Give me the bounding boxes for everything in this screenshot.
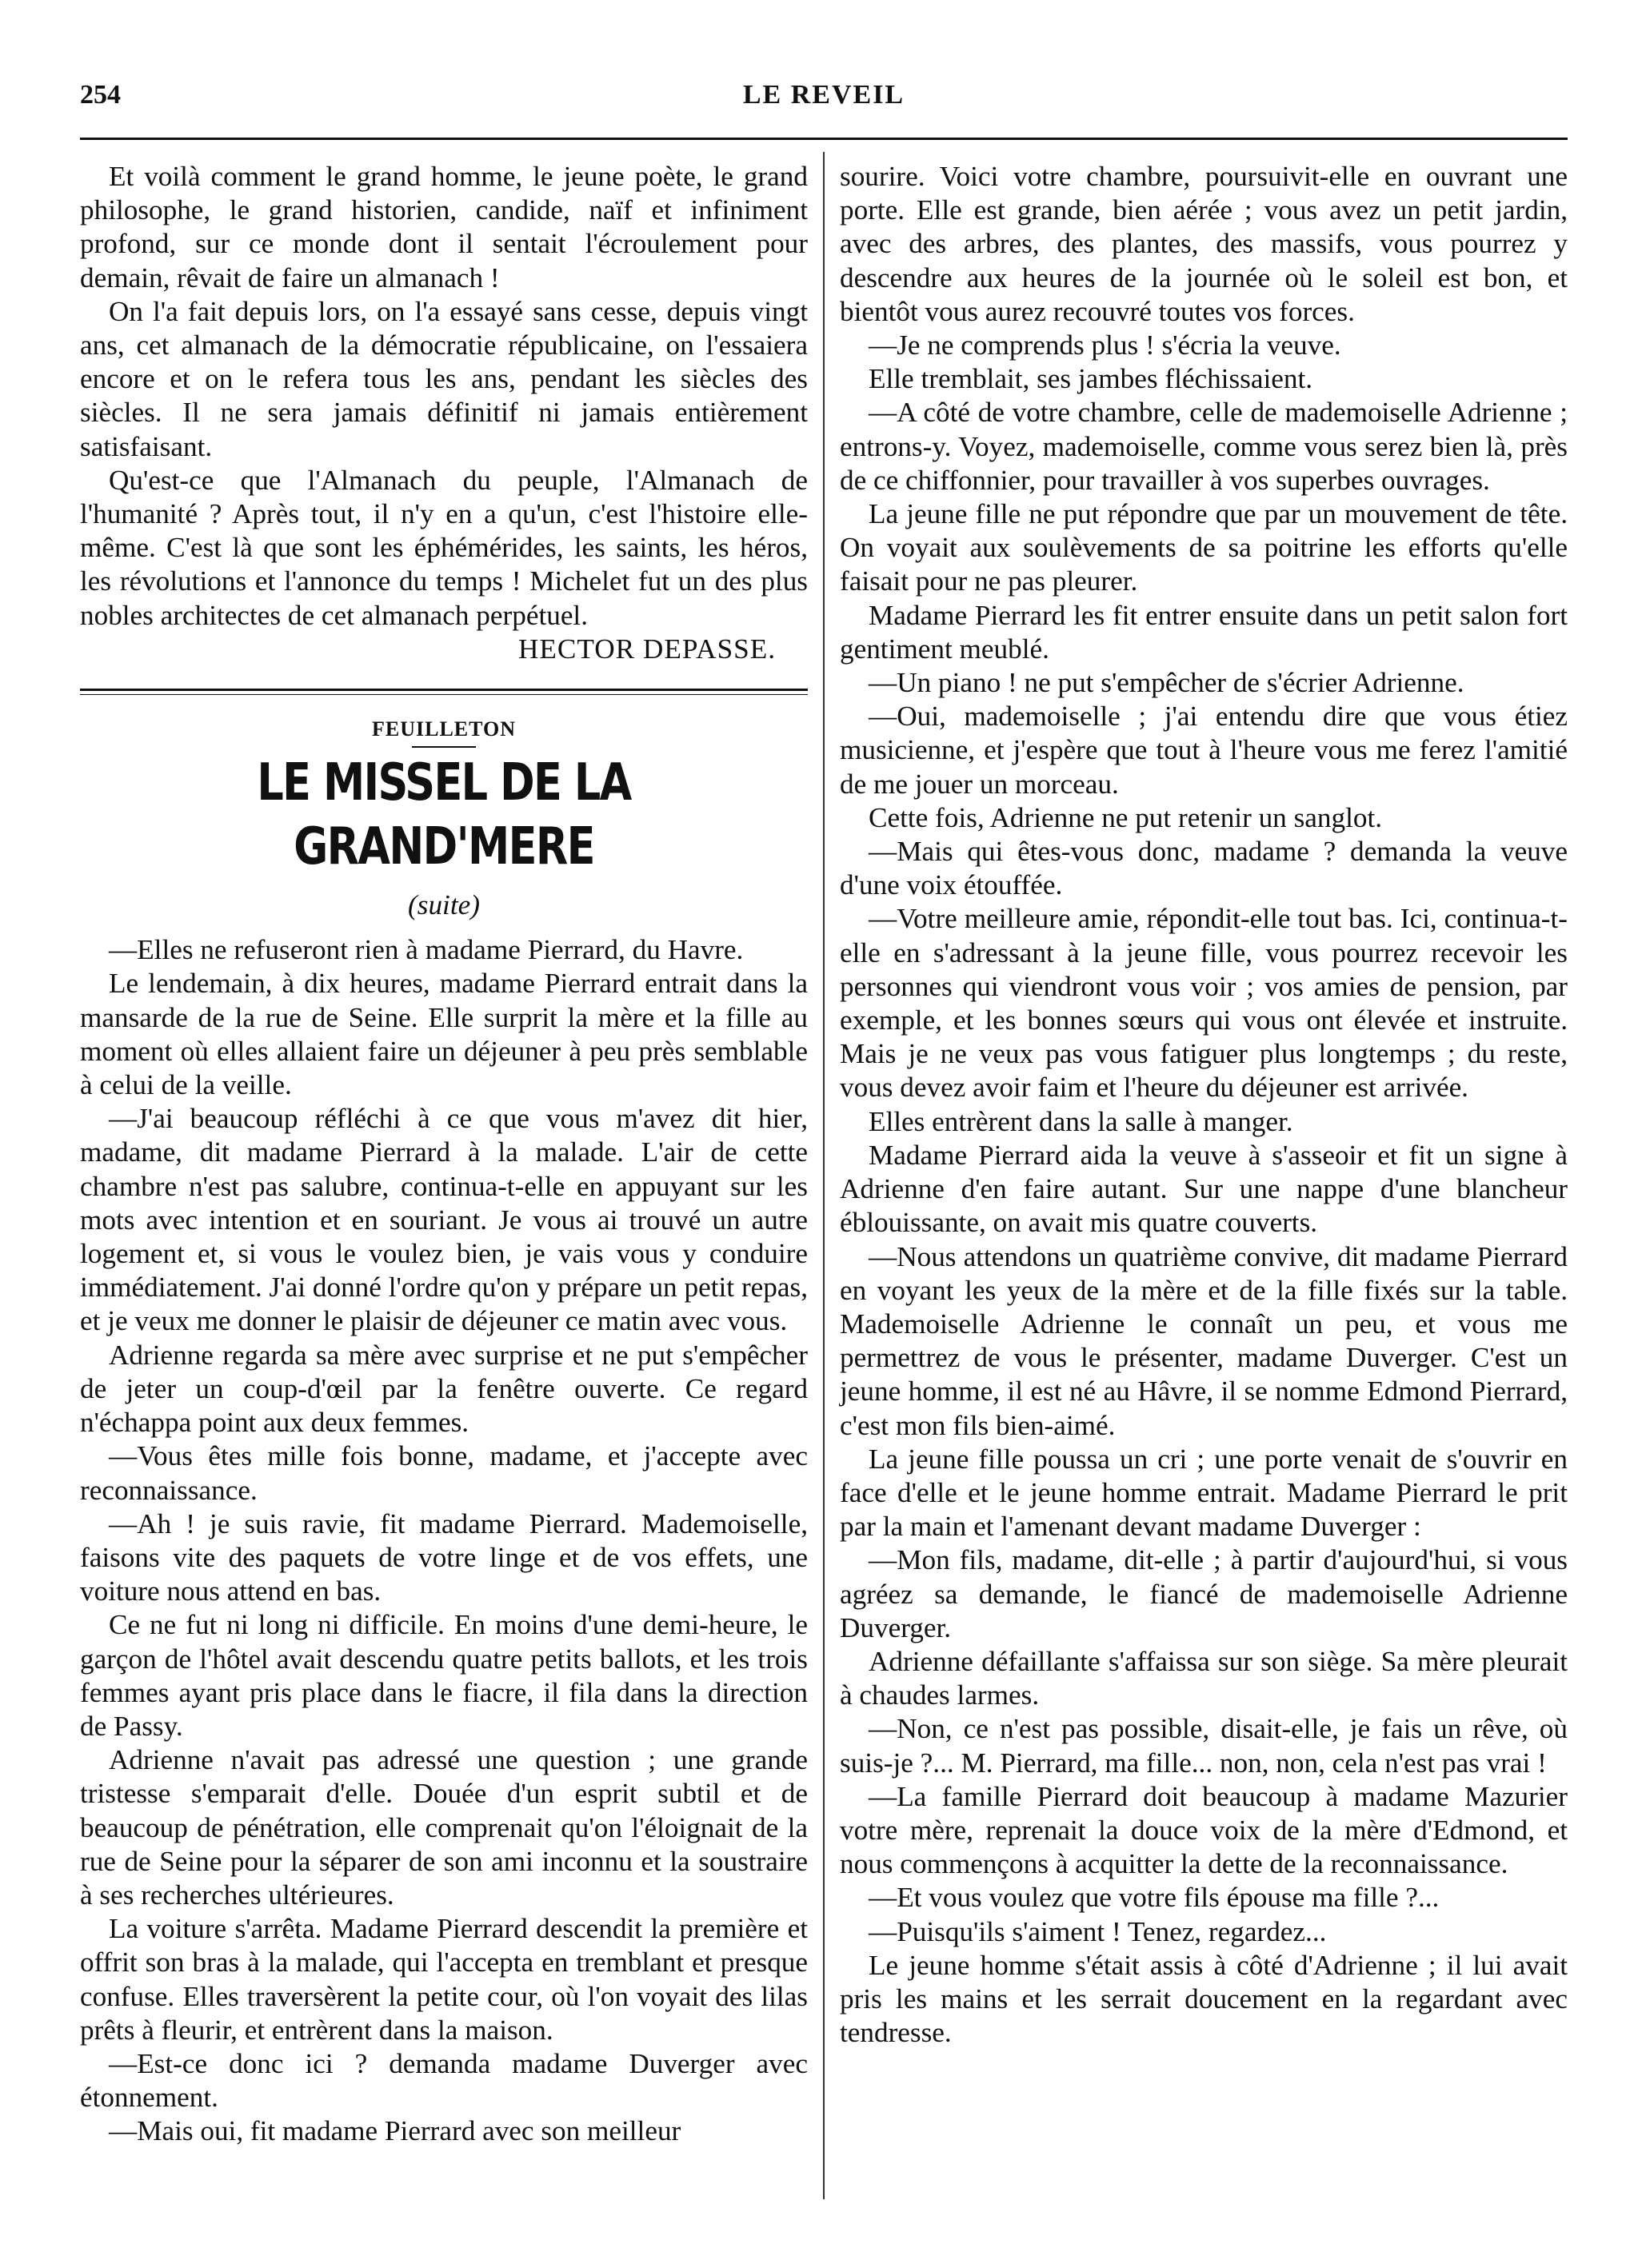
story-paragraph: —La famille Pierrard doit beaucoup à madame Mazurier votre mère, reprenait la douce voix de la mère d'Edmond, et nous commençons à acquitter la dette de la reconnaissance. bbox=[840, 1780, 1568, 1880]
story-paragraph: —Vous êtes mille fois bonne, madame, et j'accepte avec reconnaissance. bbox=[80, 1440, 808, 1506]
left-column bbox=[80, 160, 808, 2149]
story-subtitle: (suite) bbox=[408, 889, 480, 921]
story-paragraph: Adrienne n'avait pas adressé une question ; une grande tristesse s'emparait d'elle. Douée d'un esprit subtil et de beaucoup de pénétration, elle comprenait qu'on l'éloignait de la rue de Seine pour la séparer de son ami inconnu et la soustraire à ses recherches ultérieures. bbox=[80, 1744, 808, 1911]
story-paragraph: —Votre meilleure amie, répondit-elle tout bas. Ici, continua-t-elle en s'adressant à la jeune fille, vous pourrez recevoir les personnes qui viendront vous voir ; vos amies de pension, par exemple, et les bonnes sœurs qui vous ont élevée et instruite. Mais je ne veux pas vous fatiguer plus longtemps ; du reste, vous devez avoir faim et l'heure du déjeuner est arrivée. bbox=[840, 903, 1568, 1104]
newspaper-page bbox=[80, 0, 1568, 2268]
story-paragraph: Elle tremblait, ses jambes fléchissaient. bbox=[869, 363, 1313, 395]
story-paragraph: —A côté de votre chambre, celle de mademoiselle Adrienne ; entrons-y. Voyez, mademoiselle, comme vous serez bien là, près de ce chiffonnier, pour travailler à vos superbes ouvrages. bbox=[840, 397, 1568, 496]
story-paragraph: —Je ne comprends plus ! s'écria la veuve. bbox=[869, 329, 1341, 361]
story-paragraph: —Oui, mademoiselle ; j'ai entendu dire que vous étiez musicienne, et j'espère que tout à l'heure vous me ferez l'amitié de me jouer un morceau. bbox=[840, 701, 1568, 800]
story-paragraph: —Nous attendons un quatrième convive, dit madame Pierrard en voyant les yeux de la mère et de la fille fixés sur la table. Mademoiselle Adrienne le connaît un peu, et vous me permettrez de vous le présenter, madame Duverger. C'est un jeune homme, il est né au Hâvre, il se nomme Edmond Pierrard, c'est mon fils bien-aimé. bbox=[840, 1240, 1568, 1441]
label-underline bbox=[412, 746, 476, 748]
story-paragraph: —Mais oui, fit madame Pierrard avec son meilleur bbox=[109, 2115, 681, 2147]
story-paragraph: —Un piano ! ne put s'empêcher de s'écrier Adrienne. bbox=[869, 667, 1464, 699]
column-divider bbox=[823, 152, 825, 2199]
story-paragraph: Cette fois, Adrienne ne put retenir un sanglot. bbox=[869, 801, 1383, 833]
section-label: FEUILLETON bbox=[371, 717, 516, 741]
page-number: 254 bbox=[80, 80, 121, 110]
story-paragraph: —Non, ce n'est pas possible, disait-elle, je fais un rêve, où suis-je ?... M. Pierrard, ma fille... non, non, cela n'est pas vrai ! bbox=[840, 1713, 1568, 1779]
story-paragraph: —Mon fils, madame, dit-elle ; à partir d'aujourd'hui, si vous agréez sa demande, le fiancé de mademoiselle Adrienne Duverger. bbox=[840, 1544, 1568, 1643]
story-paragraph: Madame Pierrard aida la veuve à s'asseoir et fit un signe à Adrienne d'en faire autant. Sur une nappe d'une blancheur éblouissante, on avait mis quatre couverts. bbox=[840, 1139, 1568, 1239]
article-paragraph: Qu'est-ce que l'Almanach du peuple, l'Almanach de l'humanité ? Après tout, il n'y en a qu'un, c'est l'histoire elle-même. C'est là que sont les éphémérides, les saints, les héros, les révolutions et l'annonce du temps ! Michelet fut un des plus nobles architectes de cet almanach perpétuel. bbox=[80, 464, 808, 631]
story-paragraph: Elles entrèrent dans la salle à manger. bbox=[869, 1105, 1293, 1137]
header-rule bbox=[80, 138, 1568, 140]
story-paragraph: Adrienne défaillante s'affaissa sur son siège. Sa mère pleurait à chaudes larmes. bbox=[840, 1645, 1568, 1711]
story-paragraph: Ce ne fut ni long ni difficile. En moins d'une demi-heure, le garçon de l'hôtel avait descendu quatre petits ballots, et les trois femmes ayant pris place dans le fiacre, il fila dans la direction de Passy. bbox=[80, 1609, 808, 1742]
story-paragraph: sourire. Voici votre chambre, poursuivit-elle en ouvrant une porte. Elle est grande, bien aérée ; vous avez un petit jardin, avec des arbres, des plantes, des massifs, vous pourrez y descendre aux heures de la journée où le soleil est bon, et bientôt vous aurez recouvré toutes vos forces. bbox=[840, 161, 1568, 327]
story-paragraph: Adrienne regarda sa mère avec surprise et ne put s'empêcher de jeter un coup-d'œil par la fenêtre ouverte. Ce regard n'échappa point aux deux femmes. bbox=[80, 1339, 808, 1439]
right-column bbox=[840, 160, 1568, 2050]
page-header bbox=[80, 80, 1568, 120]
story-paragraph: —Elles ne refuseront rien à madame Pierrard, du Havre. bbox=[109, 934, 744, 966]
article-paragraph: Et voilà comment le grand homme, le jeune poète, le grand philosophe, le grand historien, candide, naïf et infiniment profond, sur ce monde dont il sentait l'écroulement pour demain, rêvait de faire un almanach ! bbox=[80, 161, 808, 293]
story-paragraph: La jeune fille poussa un cri ; une porte venait de s'ouvrir en face d'elle et le jeune homme entrait. Madame Pierrard le prit par la main et l'amenant devant madame Duverger : bbox=[840, 1443, 1568, 1543]
story-paragraph: —Mais qui êtes-vous donc, madame ? demanda la veuve d'une voix étouffée. bbox=[840, 836, 1568, 901]
article-paragraph: On l'a fait depuis lors, on l'a essayé sans cesse, depuis vingt ans, cet almanach de la démocratie républicaine, on l'essaiera encore et on le refera tous les ans, pendant les siècles des siècles. Il ne sera jamais définitif ni jamais entièrement satisfaisant. bbox=[80, 295, 808, 462]
story-paragraph: La voiture s'arrêta. Madame Pierrard descendit la première et offrit son bras à la malade, qui l'accepta en tremblant et presque confuse. Elles traversèrent la petite cour, où l'on voyait des lilas prêts à fleurir, et entrèrent dans la maison. bbox=[80, 1913, 808, 2046]
story-paragraph: —Et vous voulez que votre fils épouse ma fille ?... bbox=[869, 1882, 1440, 1914]
story-paragraph: —Ah ! je suis ravie, fit madame Pierrard. Mademoiselle, faisons vite des paquets de votre linge et de vos effets, une voiture nous attend en bas. bbox=[80, 1507, 808, 1607]
story-title: LE MISSEL DE LA GRAND'MERE bbox=[257, 753, 631, 877]
author-signature: HECTOR DEPASSE. bbox=[518, 633, 776, 665]
story-paragraph: —Puisqu'ils s'aiment ! Tenez, regardez... bbox=[869, 1915, 1327, 1947]
story-paragraph: La jeune fille ne put répondre que par un mouvement de tête. On voyait aux soulèvements de sa poitrine les efforts qu'elle faisait pour ne pas pleurer. bbox=[840, 498, 1568, 597]
section-separator bbox=[80, 689, 808, 695]
story-paragraph: Le lendemain, à dix heures, madame Pierrard entrait dans la mansarde de la rue de Seine. Elle surprit la mère et la fille au moment où elles allaient faire un déjeuner à peu près semblable à celui de la veille. bbox=[80, 968, 808, 1101]
story-paragraph: —J'ai beaucoup réfléchi à ce que vous m'avez dit hier, madame, dit madame Pierrard à la malade. L'air de cette chambre n'est pas salubre, continua-t-elle en appuyant sur les mots avec intention et en souriant. Je vous ai trouvé un autre logement et, si vous le voulez bien, je vais vous y conduire immédiatement. J'ai donné l'ordre qu'on y prépare un petit repas, et je veux me donner le plaisir de déjeuner ce matin avec vous. bbox=[80, 1103, 808, 1337]
story-paragraph: Madame Pierrard les fit entrer ensuite dans un petit salon fort gentiment meublé. bbox=[840, 599, 1568, 665]
story-paragraph: —Est-ce donc ici ? demanda madame Duverger avec étonnement. bbox=[80, 2047, 808, 2114]
story-paragraph: Le jeune homme s'était assis à côté d'Adrienne ; il lui avait pris les mains et les serrait doucement en la regardant avec tendresse. bbox=[840, 1949, 1568, 2049]
journal-title: LE REVEIL bbox=[742, 80, 905, 110]
